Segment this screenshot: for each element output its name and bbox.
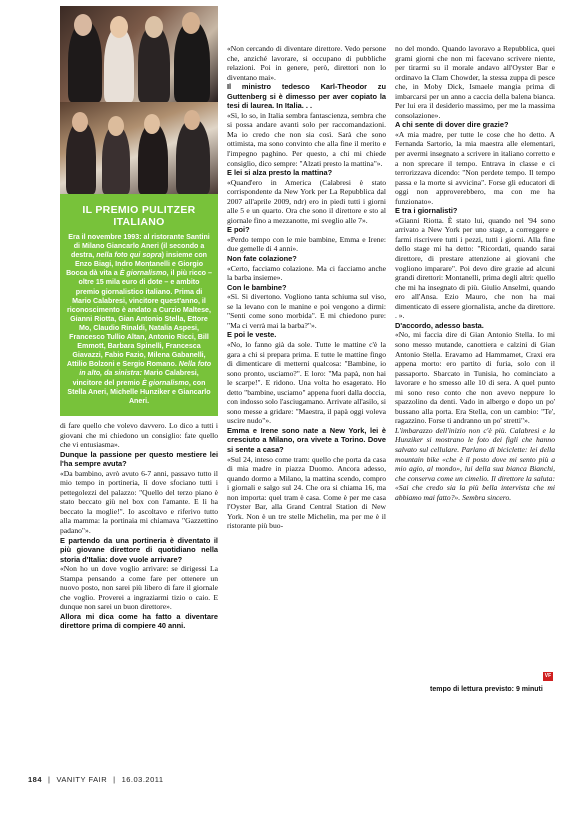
interview-answer: no del mondo. Quando lavoravo a Repubblica, quei grami giorni che non mi facevano scrivere niente, per tirarmi su il morale andavo all'Oyster Bar e ordinavo la Clam Chowder, la stessa zuppa di pesce che, in Moby Dick, Ismaele mangia prima di imbarcarsi per un anno a caccia della balena bianca. Per lui era il desiderio massimo, per me la massima consolazione».	[395, 44, 555, 120]
interview-answer: «Sì, lo so, in Italia sembra fantascienza, sembra che si possa andare avanti solo per raccomandazioni. Ma io credo che non sia così. Sarà che sono ottimista, ma sono convinto che alla fine il merito e l'impegno paghino. Per questo, a chi mi chiede consiglio, dico sempre: "Alzati presto la mattina"».	[227, 110, 386, 168]
interview-question: E lei si alza presto la mattina?	[227, 168, 333, 178]
issue-date: 16.03.2011	[121, 775, 164, 784]
interview-question: Allora mi dica come ha fatto a diventare direttore prima di compiere 40 anni.	[60, 611, 218, 631]
interview-answer: «Non ho un dove voglio arrivare: se dirigessi La Stampa pensando a come fare per ottenere un nuovo posto, non sarei più libero di fare il giornale che voglio. Proverei a ingraziarmi tizio o caio. E dunque non sarei un buon direttore».	[60, 564, 218, 612]
sidebar-body	[66, 233, 212, 406]
interview-answer: di fare quello che volevo davvero. Lo dico a tutti i giovani che mi chiedono un consiglio: fate quello che vi entusiasma».	[60, 421, 218, 450]
interview-question: E tra i giornalisti?	[395, 206, 458, 216]
closing-paragraph: L'imbarazzo dell'inizio non c'è più. Calabresi e la Hunziker si mostrano le foto dei figli che hanno salvato sul cellulare. Parlano di biciclette: lei della mountain bike «che è il posto dove mi sento più a mio agio, al mondo», lui della sua bianca Bianchi, che conserva come un cimelio. Il direttore la saluta: «Sai che credo sia la più bella intervista che mi abbiamo mai fatto?». Sembra sincero.	[395, 425, 555, 502]
sidebar-text: Mario Calabresi, vincitore del premio	[72, 369, 199, 387]
interview-answer: «No, lo fanno già da sole. Tutte le mattine c'è la gara a chi si prepara prima. E tutte le mattine fingo di dimenticare di metterni qualcosa: "Bambine, io sono pronto, usciamo?". E loro: "Ma papà, non hai le scarpe!". E ridono. Una volta ho esagerato. Ho detto "bambine, usciamo" appena fuori dalla doccia, con indosso solo l'asciugamano. Arrivate all'asilo, si sono messe a gridare: "Maestra, il papà oggi voleva uscire nudo"».	[227, 339, 386, 426]
interview-answer: «Non cercando di diventare direttore. Vedo persone che, anziché lavorare, si occupano di pubbliche relazioni. Poi in genere, però, direttori non lo diventano mai».	[227, 44, 386, 82]
interview-question: E partendo da una portineria è diventato il più giovane direttore di quotidiano nella storia d'Italia: dove vuole arrivare?	[60, 535, 218, 564]
sidebar-text: , con Stella Aneri, Michelle Hunziker e Giancarlo Aneri.	[67, 378, 211, 405]
article-column-3	[395, 44, 555, 502]
interview-answer: «Da bambino, avrò avuto 6-7 anni, passavo tutto il mio tempo in portineria, lì dove sfociano tutti i pettegolezzi del palazzo: "Quello del terzo piano è stato beccato giù nel box con l'amante. E lì ha beccato la moglie!". Io ascoltavo e riferivo tutto alla mamma: la portinaia mi chiamava "Gazzettino padano"».	[60, 468, 218, 536]
interview-answer: «A mia madre, per tutte le cose che ho detto. A Fernanda Sartorio, la mia maestra alle elementari, per avermi insegnato a scrivere in italiano corretto e a non sprecare il tempo. Entrava in classe e ci terrorizzava dicendo: "Non perdete tempo. Il tempo passa e la morte si avvicina". Forse gli educatori di oggi non approverebbero, ma con me ha funzionato».	[395, 129, 555, 206]
interview-question: Con le bambine?	[227, 282, 287, 292]
sidebar-title-line1: IL PREMIO PULITZER	[82, 204, 196, 216]
page-footer: 184 | VANITY FAIR | 16.03.2011	[28, 775, 164, 784]
reading-time: tempo di lettura previsto: 9 minuti	[430, 686, 543, 693]
sidebar-text-italic: nella foto qui sopra	[96, 251, 162, 260]
sidebar-title-line2: ITALIANO	[113, 216, 165, 228]
magazine-name: VANITY FAIR	[56, 775, 108, 784]
pulitzer-sidebar	[60, 194, 218, 416]
sidebar-text-italic: È giornalismo	[119, 269, 167, 278]
article-column-1	[60, 421, 218, 631]
interview-answer: «Gianni Riotta. È stato lui, quando nel '94 sono arrivato a New York per uno stage, a correggere e farmi riscrivere tutti i pezzi, tutti i giorni. Alla fine dello stage mi ha detto: "Ricordati, quando sarai direttore, di prestare attenzione ai giovani che vogliono imparare". Poi devo dire grazie ad alcuni grandi direttori: Montanelli, prima degli altri: quello che mi ha insegnato di più. Giulio Anselmi, quando ero all'Ansa. Ezio Mauro, che non ha mai dimenticato di essere giornalista, anche da direttore. . ».	[395, 215, 555, 321]
interview-question: E poi le veste.	[227, 330, 277, 340]
sidebar-text-italic: Nella foto in alto, da sinistra:	[79, 360, 212, 378]
interview-question: Non fate colazione?	[227, 254, 297, 264]
photo-bottom	[60, 102, 218, 194]
interview-question: D'accordo, adesso basta.	[395, 320, 484, 330]
interview-answer: «Quand'ero in America (Calabresi è stato corrispondente da New York per La Repubblica dal 2007 all'aprile 2009, ndr) ero in piedi tutti i giorni alle 5 e un quarto. Ora che sono il direttore e sto al giornale fino a mezzanotte, mi sveglio alle 7».	[227, 177, 386, 225]
sidebar-text: ) insieme con Enzo Biagi, Indro Montanelli e Giorgio Bocca dà vita a	[66, 251, 207, 278]
end-mark-badge: VF	[544, 673, 552, 679]
interview-question: A chi sente di dover dire grazie?	[395, 120, 509, 130]
sidebar-text: Era il novembre 1993: al ristorante Santini di Milano Giancarlo Aneri (il secondo a destra,	[68, 233, 210, 260]
page-number: 184	[28, 775, 43, 784]
photo-top	[60, 6, 218, 102]
article-column-2	[227, 44, 386, 531]
sidebar-title	[66, 204, 212, 228]
interview-answer: «Perdo tempo con le mie bambine, Emma e Irene: due gemelle di 4 anni».	[227, 234, 386, 254]
interview-answer: «No, mi faccia dire di Gian Antonio Stella. Io mi sono messo mutande, canottiera e calzini di Gian Antonio Stella. Eravamo ad Hammamet, Craxi era appena morto: ero partito di furia, solo con il passaporto. Sbarcato in Tunisia, ho cominciato a lavorare e ho smesso alle 10 di sera. A quel punto mi sono reso conto che non avevo neppure lo spazzolino da denti. Vado in albergo e dopo un po' bussano alla porta. Era Stella, con un cambio: "Te', ragazzino. Forse ti andranno un po' stretti"».	[395, 330, 555, 426]
interview-question: Dunque la passione per questo mestiere lei l'ha sempre avuta?	[60, 449, 218, 469]
interview-question: Emma e Irene sono nate a New York, lei è cresciuto a Milano, ora vivete a Torino. Dove si sente a casa?	[227, 425, 386, 454]
interview-question: E poi?	[227, 225, 250, 235]
interview-answer: «Sì. Si divertono. Vogliono tanta schiuma sul viso, se la levano con le manine e poi vengono a dirmi: "Senti come sono morbida". E mi chiedono pure: "Ma ci verrà mai la barba?"».	[227, 292, 386, 330]
sidebar-text: , il più ricco – oltre 15 mila euro di dote – e ambito premio giornalistico italiano. Prima di Mario Calabresi, vincitore quest'anno, il riconoscimento è andato a Curzio Maltese, Gianni Riotta, Gian Antonio Stella, Ettore Mo, Claudio Rinaldi, Natalia Aspesi, Francesco Tullio Altan, Antonio Ricci, Bill Emmott, Barbara Spinelli, Francesca Giavazzi, Fabio Fazio, Milena Gabanelli, Attilio Bolzoni e Sergio Romano.	[66, 269, 212, 369]
interview-question: Il ministro tedesco Karl-Theodor zu Guttenberg si è dimesso per aver copiato la tesi di laurea. In Italia. . .	[227, 82, 386, 111]
interview-answer: «Sul 24, inteso come tram: quello che porta da casa di mia madre in piazza Duomo. Ancora adesso, quando dormo a Milano, la mattina scendo, compro i giornali e salgo sul 24. Che ora si chiama 16, ma non importa: quel tram è casa. Come è per me casa l'Oyster Bar, alla Grand Central Station di New York. Non è un tre stelle Michelin, ma per me è il ristorante più buo-	[227, 454, 386, 531]
sidebar-text-italic: È giornalismo	[141, 378, 189, 387]
interview-answer: «Certo, facciamo colazione. Ma ci facciamo anche la barba insieme».	[227, 263, 386, 283]
